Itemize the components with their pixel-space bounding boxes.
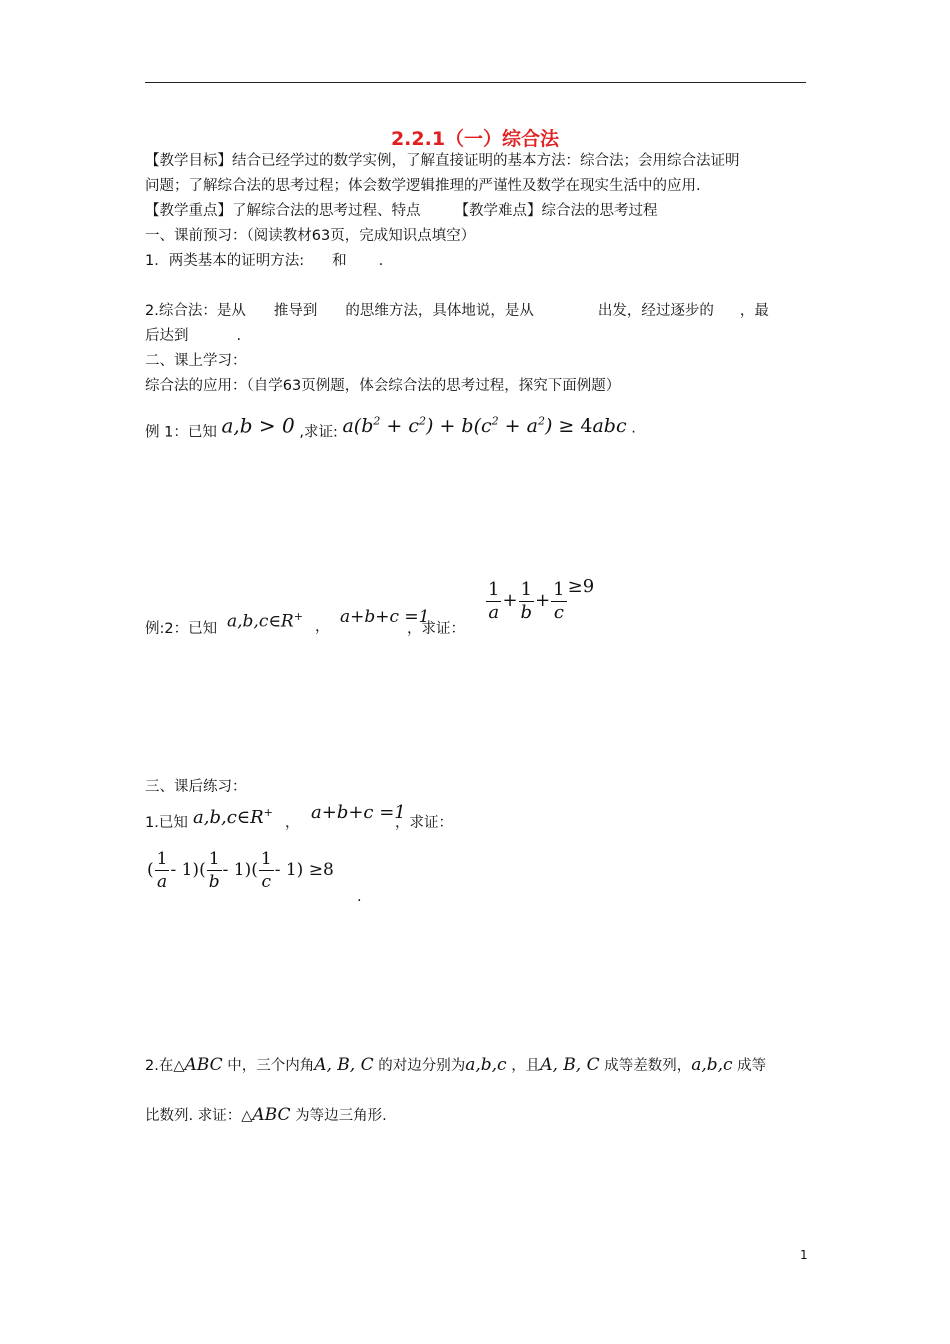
example-1-condition: a,b > 0 (221, 413, 295, 438)
practice-2-line-2: 比数列. 求证：△ABC 为等边三角形. (145, 1105, 387, 1125)
objective-line-2: 问题；了解综合法的思考过程；体会数学逻辑推理的严谨性及数学在现实生活中的应用. (145, 178, 701, 194)
question-2-line-1: 2.综合法：是从 推导到 的思维方法，具体地说，是从 出发，经过逐步的 ，最 (145, 303, 769, 319)
example-1: 例 1：已知 a,b > 0 ,求证: $a(b^2 + c^2) + b(c^2 + a^2) \ge 4abc$ . (145, 413, 636, 441)
practice-1-end: . (357, 889, 362, 905)
key-point-zhongdian: 【教学重点】了解综合法的思考过程、特点 (145, 203, 421, 219)
section2-heading: 二、课上学习： (145, 353, 247, 369)
practice-1-inequality: ( $\frac{1}{a}$ - 1)( $\frac{1}{b}$ - 1)( $\frac{1}{c}$ - 1) ≥8 (147, 849, 334, 892)
question-2-line-2: 后达到 . (145, 328, 242, 344)
section1-heading: 一、课前预习：（阅读教材63页，完成知识点填空） (145, 228, 476, 244)
section3-heading: 三、课后练习： (145, 779, 247, 795)
practice-1-condition: a,b,c∈R (193, 807, 264, 828)
practice-2-line-1: 2.在△ABC 中，三个内角A, B, C 的对边分别为a,b,c ，且A, B, C 成等差数列，a,b,c 成等 (145, 1055, 767, 1075)
example-2-condition: a,b,c∈R (227, 611, 294, 632)
practice-1-sum: a+b+c =1 (311, 802, 406, 823)
header-rule (145, 82, 806, 83)
example-1-inequality: $a(b^2 + c^2) + b(c^2 + a^2) \ge 4abc$ (342, 415, 627, 438)
key-points (145, 202, 658, 220)
question-1: 1．两类基本的证明方法: 和 . (145, 253, 384, 269)
objective-line-1: 【教学目标】结合已经学过的数学实例，了解直接证明的基本方法：综合法；会用综合法证明 (145, 153, 740, 169)
example-2-inequality: $\frac{1}{a}$ + $\frac{1}{b}$ + $\frac{1}{c}$ ≥9 (488, 576, 595, 623)
page-title: 2.2.1（一）综合法 (390, 128, 560, 150)
page-number: 1 (800, 1248, 808, 1262)
section2-sub: 综合法的应用：（自学63页例题，体会综合法的思考过程，探究下面例题） (145, 378, 621, 394)
key-point-nandian: 【教学难点】综合法的思考过程 (454, 203, 658, 219)
example-2-sum: a+b+c =1 (340, 607, 430, 627)
